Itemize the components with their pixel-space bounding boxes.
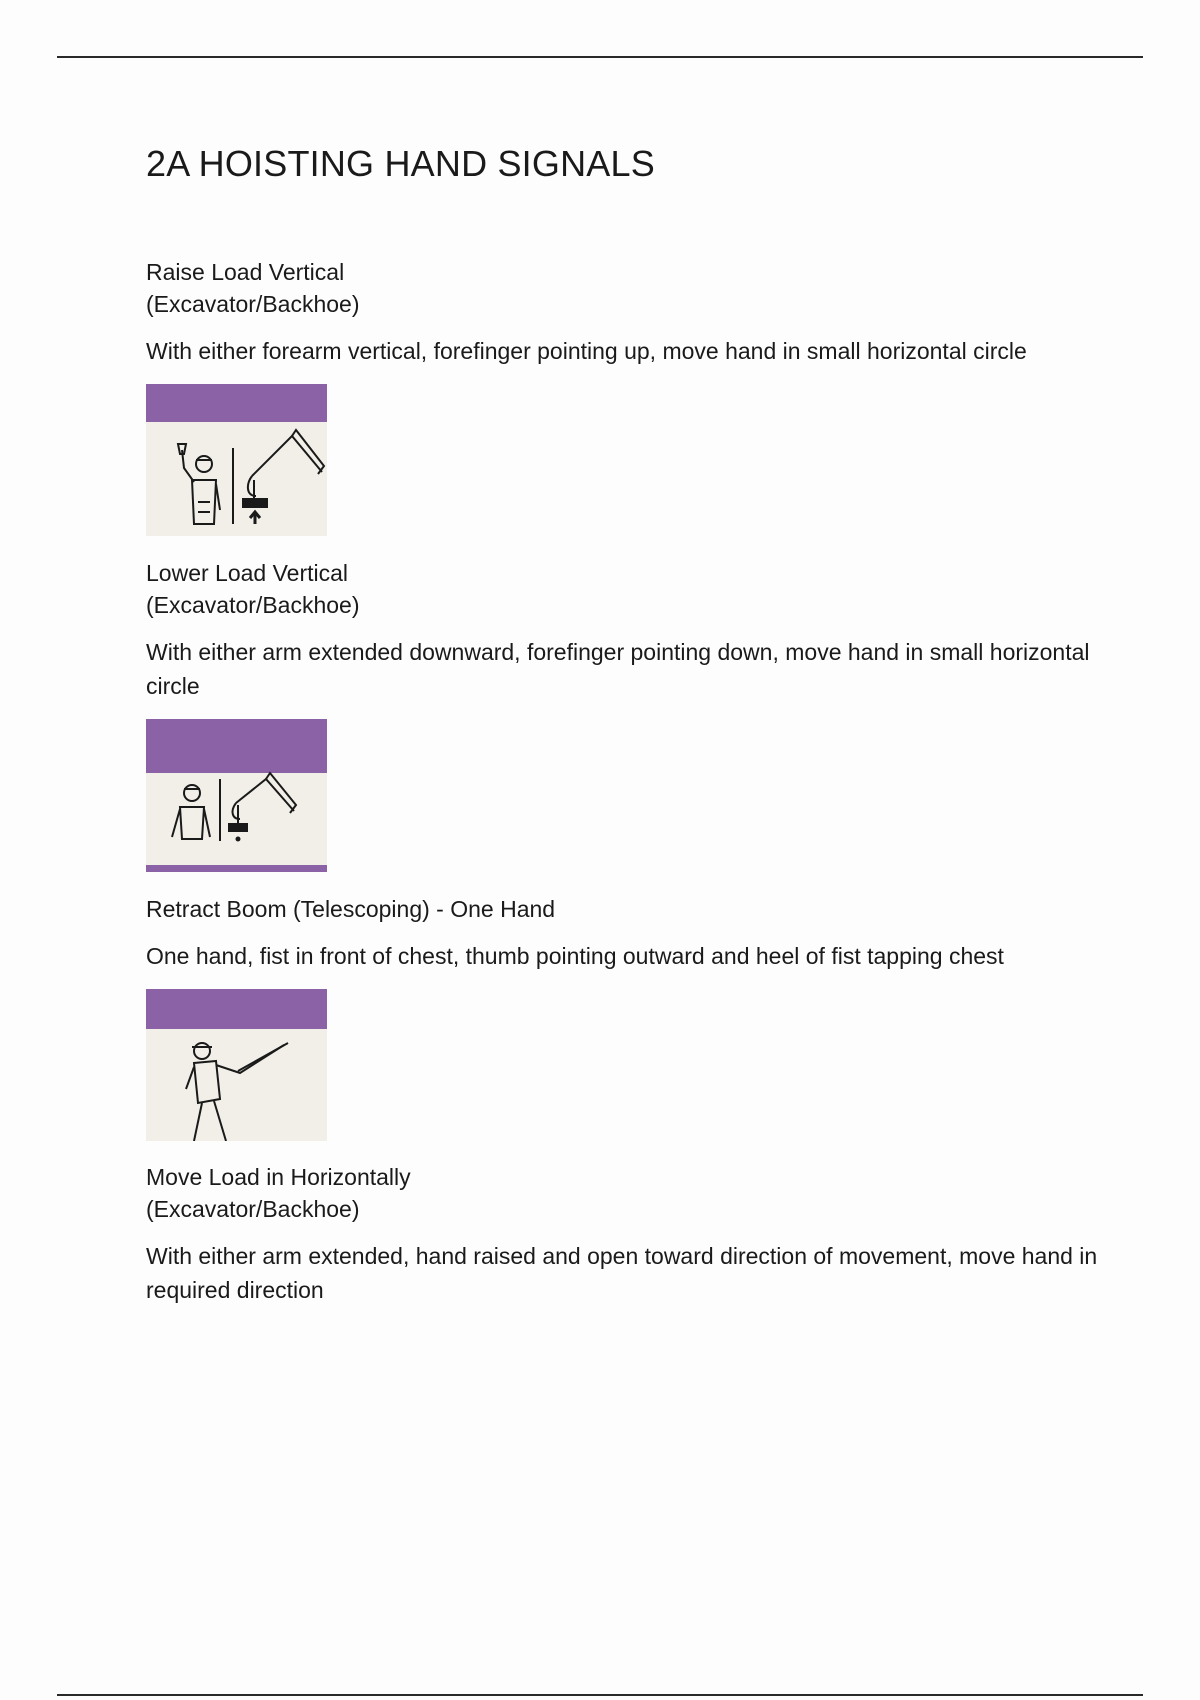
- signal-description: With either forearm vertical, forefinger pointing up, move hand in small horizontal circle: [146, 338, 1027, 364]
- signal-title-line1: Lower Load Vertical: [146, 560, 349, 586]
- signal-title-line1: Raise Load Vertical: [146, 259, 345, 285]
- signal-raise-load: [146, 256, 1106, 536]
- signal-title-line1: Retract Boom (Telescoping) - One Hand: [146, 896, 556, 922]
- signal-title-line1: Move Load in Horizontally: [146, 1164, 411, 1190]
- signal-title: [146, 1161, 1106, 1225]
- retract-boom-illustration: [146, 989, 327, 1141]
- signal-title-line2: (Excavator/Backhoe): [146, 1196, 360, 1222]
- signal-title: [146, 893, 1106, 925]
- raise-load-illustration: [146, 384, 327, 536]
- signal-title-line2: (Excavator/Backhoe): [146, 291, 360, 317]
- header-rule: [57, 56, 1143, 58]
- footer-rule: [57, 1694, 1143, 1696]
- signal-title: [146, 557, 1106, 621]
- signal-retract-boom: [146, 893, 1106, 1141]
- signal-lower-load: [146, 557, 1106, 872]
- page-title: 2A HOISTING HAND SIGNALS: [146, 143, 655, 184]
- signal-title-line2: (Excavator/Backhoe): [146, 592, 360, 618]
- signal-description: One hand, fist in front of chest, thumb pointing outward and heel of fist tapping chest: [146, 943, 1004, 969]
- signal-description: With either arm extended downward, forefinger pointing down, move hand in small horizontal circle: [146, 639, 1090, 699]
- lower-load-illustration: [146, 719, 327, 872]
- signal-description: With either arm extended, hand raised and open toward direction of movement, move hand in required direction: [146, 1243, 1098, 1303]
- signal-title: [146, 256, 1106, 320]
- signal-move-load-in: [146, 1161, 1106, 1307]
